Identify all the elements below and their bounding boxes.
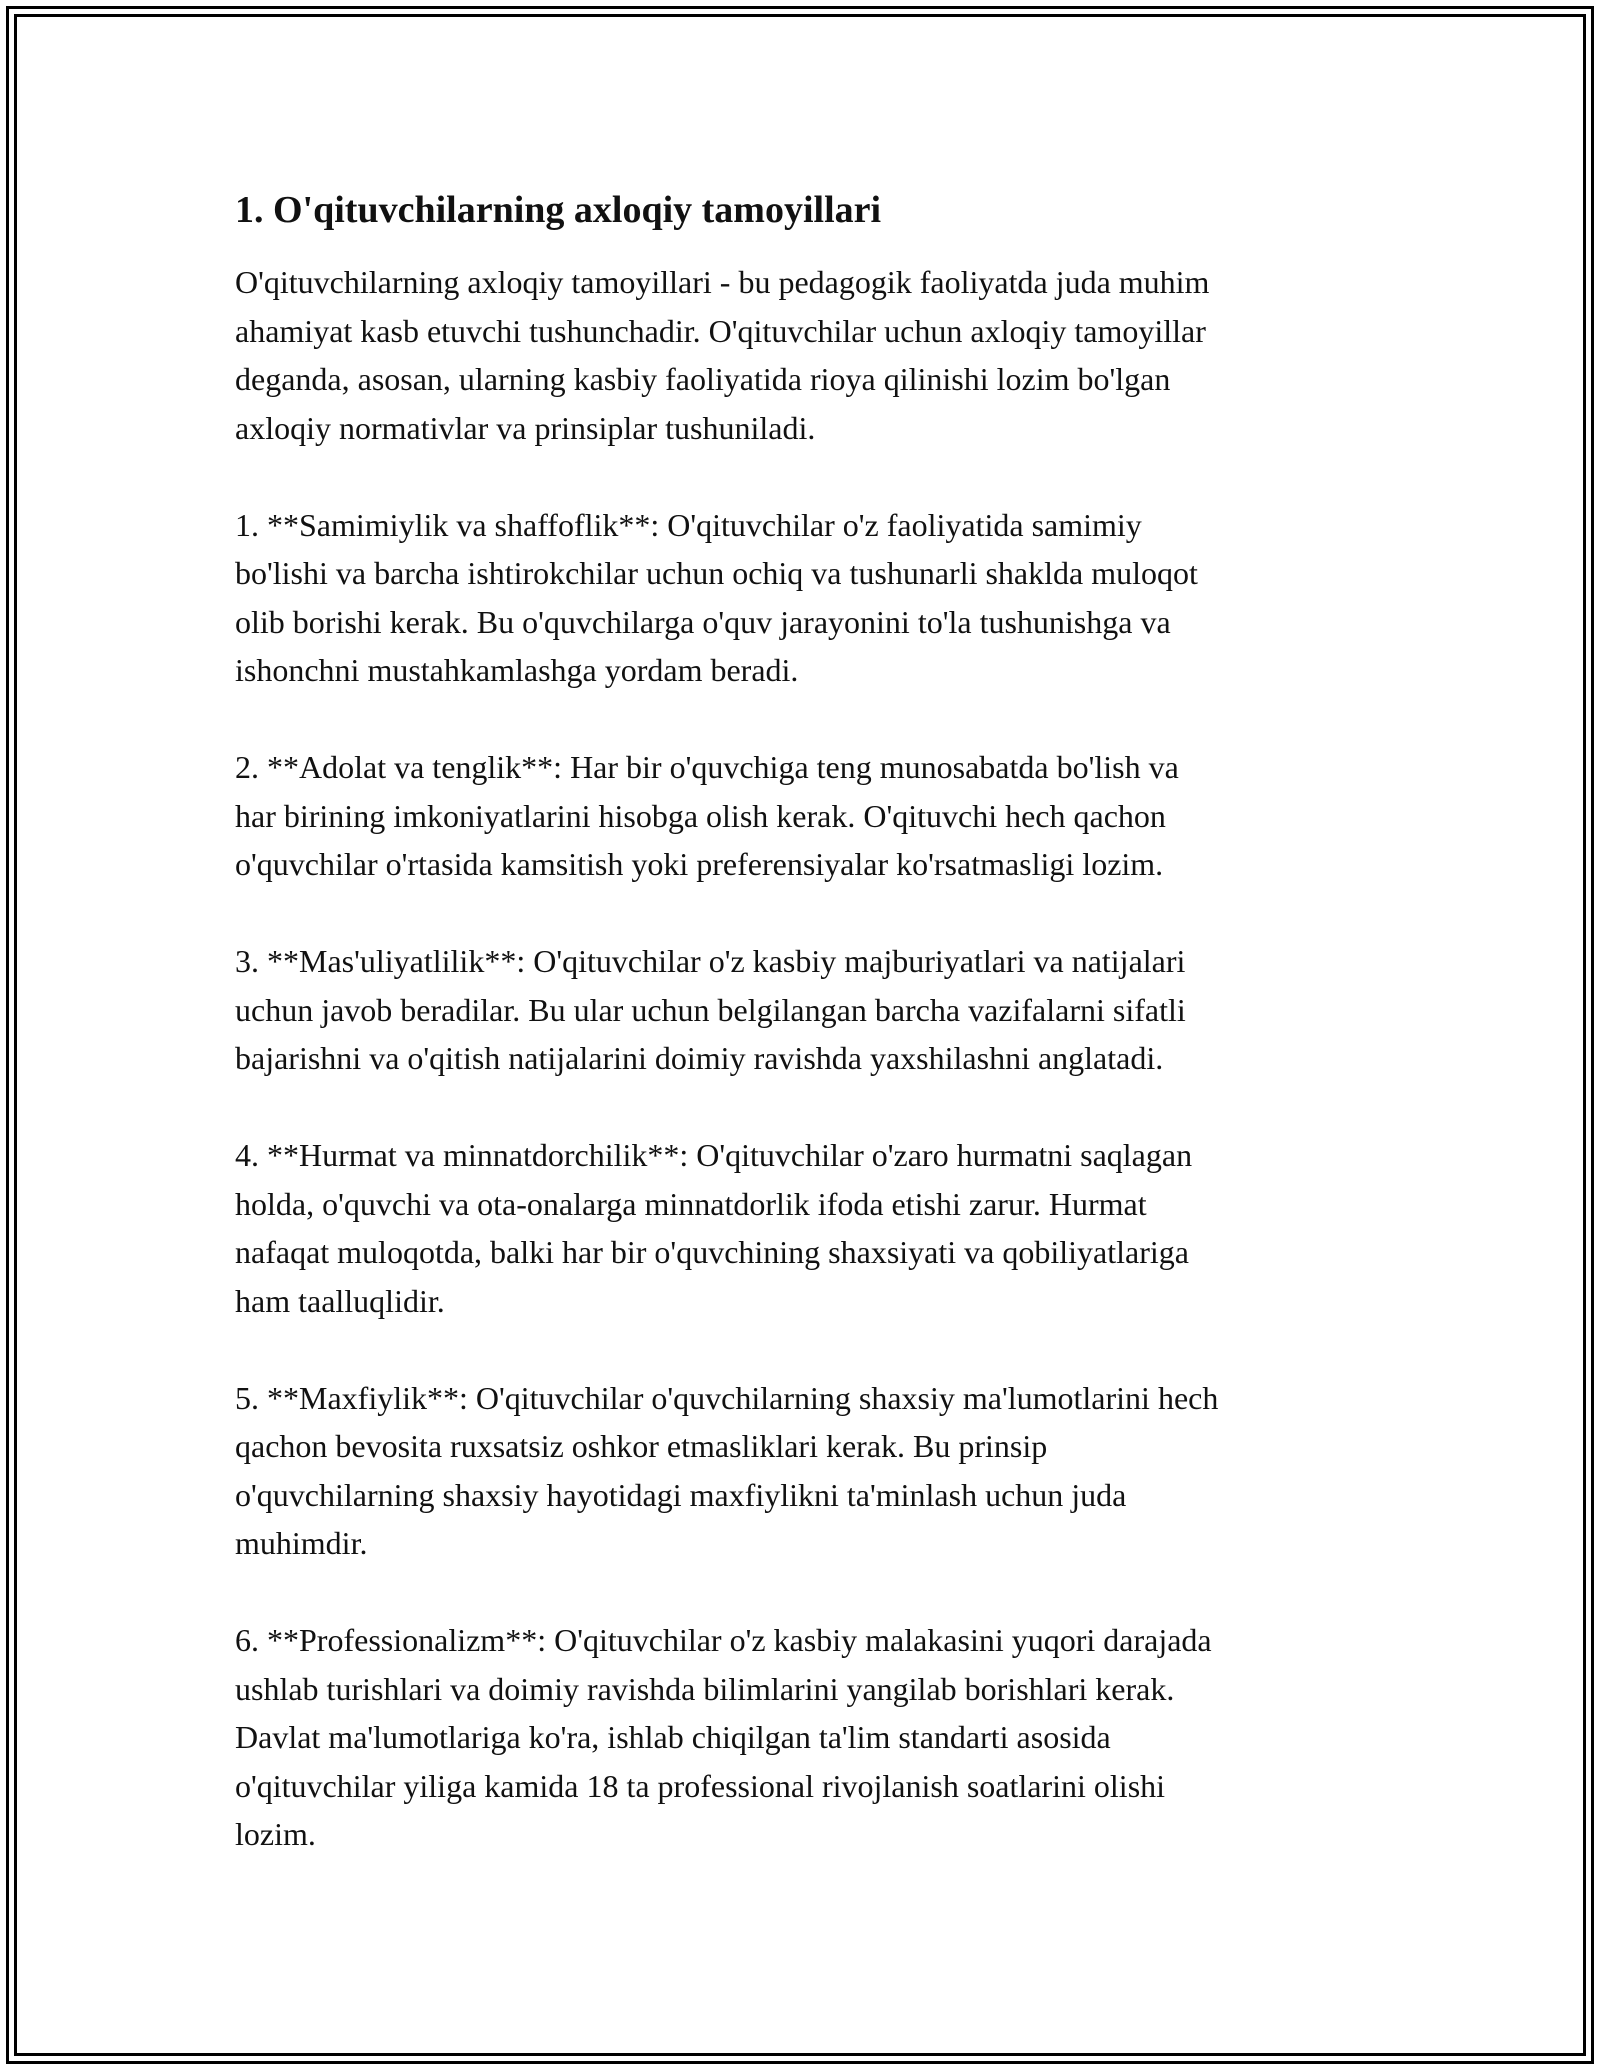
text-line: deganda, asosan, ularning kasbiy faoliyatida rioya qilinishi lozim bo'lgan — [235, 361, 1171, 397]
text-line: o'quvchilar o'rtasida kamsitish yoki preferensiyalar ko'rsatmasligi lozim. — [235, 846, 1164, 882]
principle-samimiylik — [235, 501, 1375, 695]
document-body — [235, 186, 1375, 1907]
text-line: qachon bevosita ruxsatsiz oshkor etmasliklari kerak. Bu prinsip — [235, 1428, 1048, 1464]
text-line: 3. **Mas'uliyatlilik**: O'qituvchilar o'z kasbiy majburiyatlari va natijalari — [235, 943, 1186, 979]
text-line: 4. **Hurmat va minnatdorchilik**: O'qituvchilar o'zaro hurmatni saqlagan — [235, 1137, 1193, 1173]
text-line: holda, o'quvchi va ota-onalarga minnatdorlik ifoda etishi zarur. Hurmat — [235, 1185, 1147, 1222]
text-line: bo'lishi va barcha ishtirokchilar uchun ochiq va tushunarli shaklda muloqot — [235, 555, 1198, 591]
text-line: olib borishi kerak. Bu o'quvchilarga o'quv jarayonini to'la tushunishga va — [235, 603, 1171, 640]
text-line: ushlab turishlari va doimiy ravishda bilimlarini yangilab borishlari kerak. — [235, 1670, 1175, 1707]
principle-masuliyatlilik — [235, 937, 1375, 1083]
text-line: ham taalluqlidir. — [235, 1282, 445, 1319]
text-line: bajarishni va o'qitish natijalarini doimiy ravishda yaxshilashni anglatadi. — [235, 1040, 1164, 1076]
text-line: ahamiyat kasb etuvchi tushunchadir. O'qituvchilar uchun axloqiy tamoyillar — [235, 312, 1206, 349]
text-line: har birining imkoniyatlarini hisobga olish kerak. O'qituvchi hech qachon — [235, 797, 1166, 834]
principle-maxfiylik — [235, 1374, 1375, 1568]
text-line: 2. **Adolat va tenglik**: Har bir o'quvchiga teng munosabatda bo'lish va — [235, 749, 1179, 785]
text-line: muhimdir. — [235, 1525, 368, 1561]
intro-paragraph — [235, 258, 1375, 452]
text-line: axloqiy normativlar va prinsiplar tushuniladi. — [235, 409, 816, 446]
text-line: lozim. — [235, 1816, 316, 1852]
text-line: o'qituvchilar yiliga kamida 18 ta professional rivojlanish soatlarini olishi — [235, 1767, 1166, 1804]
principle-hurmat — [235, 1131, 1375, 1325]
text-line: 6. **Professionalizm**: O'qituvchilar o'z kasbiy malakasini yuqori darajada — [235, 1622, 1212, 1658]
text-line: nafaqat muloqotda, balki har bir o'quvchining shaxsiyati va qobiliyatlariga — [235, 1234, 1189, 1270]
text-line: o'quvchilarning shaxsiy hayotidagi maxfiylikni ta'minlash uchun juda — [235, 1476, 1127, 1513]
principle-professionalizm — [235, 1616, 1375, 1859]
text-line: 1. **Samimiylik va shaffoflik**: O'qituvchilar o'z faoliyatida samimiy — [235, 506, 1142, 543]
text-line: Davlat ma'lumotlariga ko'ra, ishlab chiqilgan ta'lim standarti asosida — [235, 1719, 1111, 1755]
text-line: ishonchni mustahkamlashga yordam beradi. — [235, 652, 799, 688]
text-line: O'qituvchilarning axloqiy tamoyillari - bu pedagogik faoliyatda juda muhim — [235, 264, 1210, 300]
text-line: uchun javob beradilar. Bu ular uchun belgilangan barcha vazifalarni sifatli — [235, 991, 1186, 1028]
document-title: 1. O'qituvchilarning axloqiy tamoyillari — [235, 189, 882, 231]
principle-adolat — [235, 743, 1375, 889]
text-line: 5. **Maxfiylik**: O'qituvchilar o'quvchilarning shaxsiy ma'lumotlarini hech — [235, 1379, 1219, 1416]
